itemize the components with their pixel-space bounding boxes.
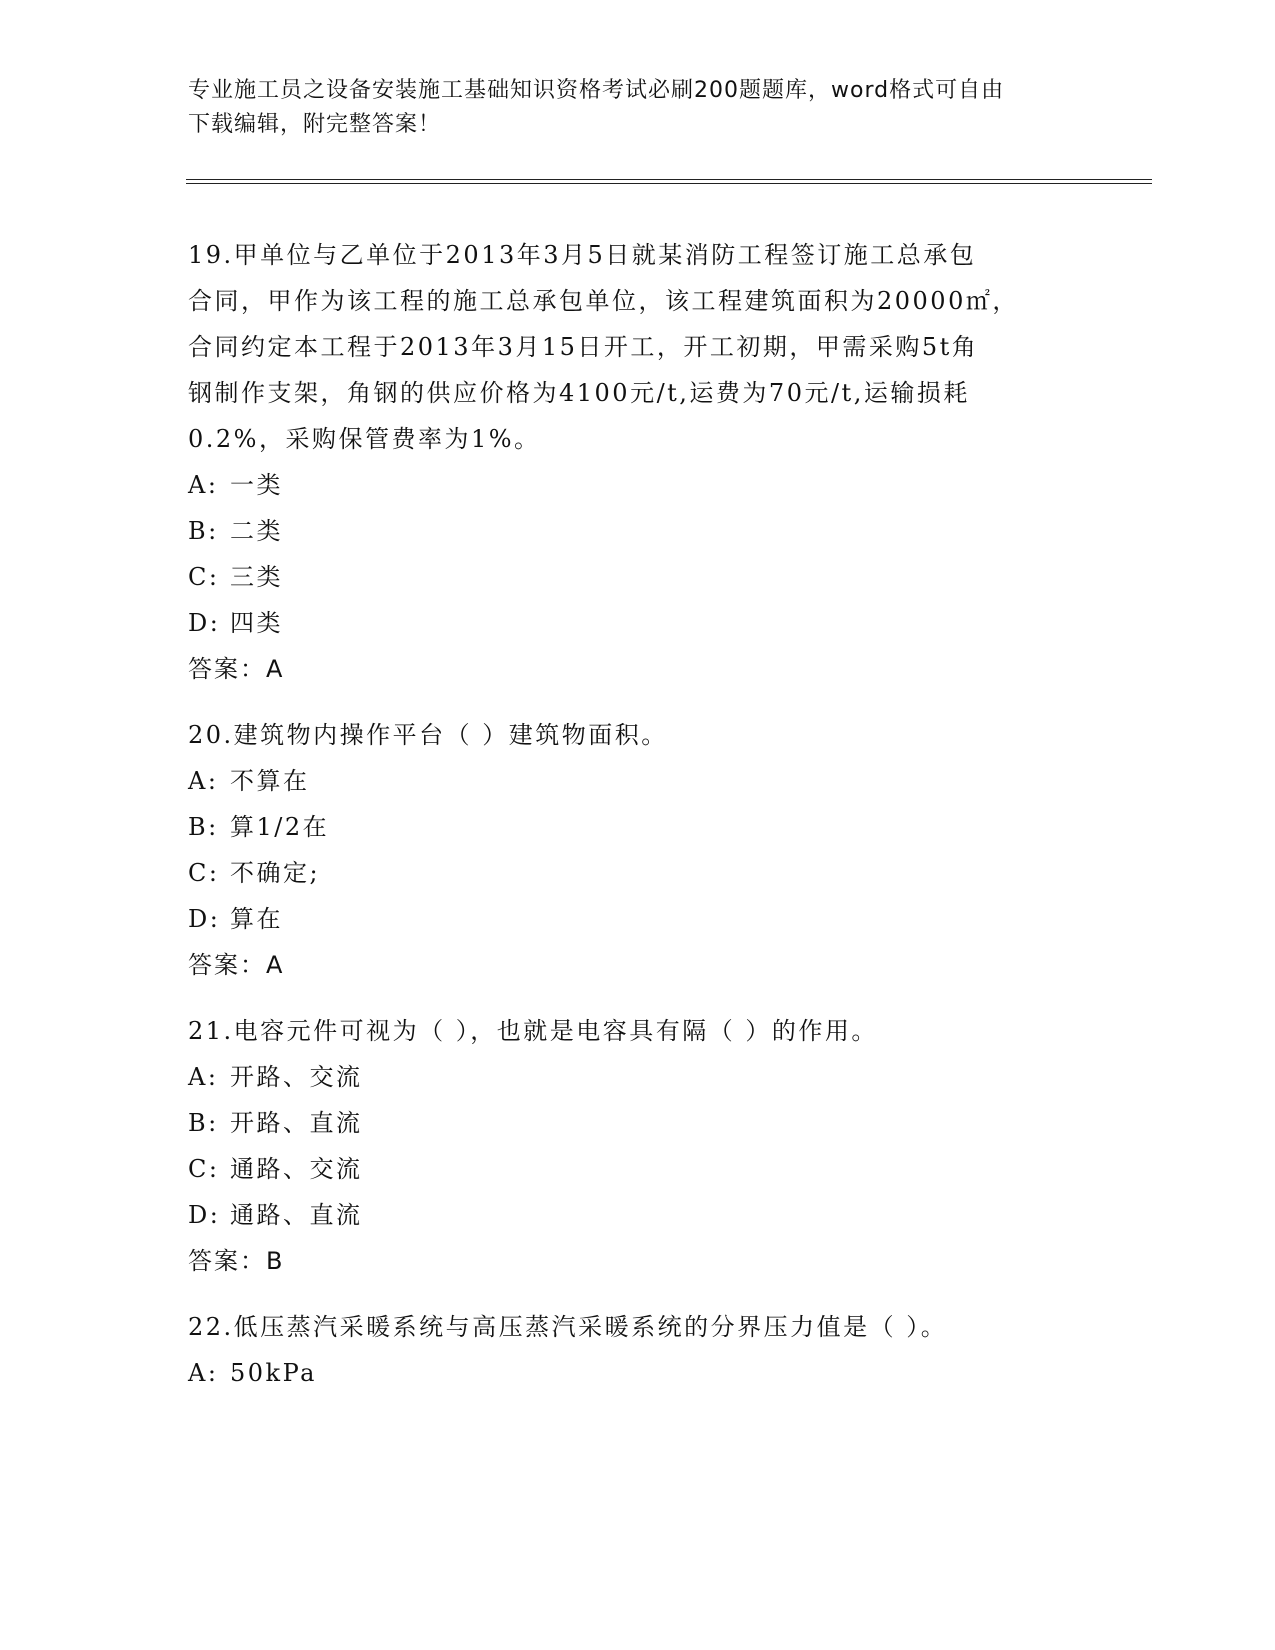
answer-option: [188, 554, 1088, 600]
option-letter: C:: [188, 1155, 220, 1183]
option-letter: D:: [188, 905, 221, 933]
option-text: 算1/2在: [230, 813, 330, 841]
option-text: 开路、交流: [230, 1063, 363, 1091]
option-text: 通路、交流: [230, 1155, 363, 1183]
option-letter: A:: [188, 471, 219, 499]
answer-option: [188, 804, 1088, 850]
option-letter: A:: [188, 1063, 219, 1091]
question-stem-line: 钢制作支架，角钢的供应价格为4100元/t,运费为70元/t,运输损耗: [188, 379, 970, 407]
option-text: 通路、直流: [230, 1201, 363, 1229]
option-letter: B:: [188, 517, 219, 545]
answer-key: 答案：B: [188, 1247, 285, 1275]
answer-option: [188, 896, 1088, 942]
answer-option: [188, 1192, 1088, 1238]
question-stem-line: 21.电容元件可视为（ ），也就是电容具有隔（ ）的作用。: [188, 1017, 878, 1045]
option-letter: A:: [188, 1359, 219, 1387]
option-letter: C:: [188, 563, 220, 591]
answer-key: 答案：A: [188, 655, 285, 683]
answer-option: [188, 758, 1088, 804]
answer-option: [188, 462, 1088, 508]
option-text: 不算在: [230, 767, 310, 795]
question-block: [188, 1304, 1088, 1396]
question-stem-line: 22.低压蒸汽采暖系统与高压蒸汽采暖系统的分界压力值是（ ）。: [188, 1313, 948, 1341]
option-letter: B:: [188, 1109, 219, 1137]
option-letter: B:: [188, 813, 219, 841]
answer-option: [188, 1146, 1088, 1192]
answer-option: [188, 850, 1088, 896]
document-header: [188, 74, 1088, 142]
option-text: 不确定;: [230, 859, 321, 887]
option-text: 算在: [230, 905, 283, 933]
question-block: [188, 232, 1088, 692]
option-letter: D:: [188, 609, 221, 637]
question-stem-line: 合同，甲作为该工程的施工总承包单位，该工程建筑面积为20000㎡，: [188, 287, 1019, 315]
option-text: 四类: [230, 609, 283, 637]
question-list: [188, 232, 1088, 1416]
header-line-1: 专业施工员之设备安装施工基础知识资格考试必刷200题题库，word格式可自由: [188, 78, 1005, 103]
option-text: 开路、直流: [230, 1109, 363, 1137]
answer-option: [188, 600, 1088, 646]
answer-option: [188, 1054, 1088, 1100]
header-line-2: 下载编辑，附完整答案！: [188, 112, 442, 137]
option-letter: C:: [188, 859, 220, 887]
option-text: 二类: [230, 517, 283, 545]
answer-option: [188, 1350, 1088, 1396]
header-divider-bottom: [186, 183, 1152, 184]
question-block: [188, 1008, 1088, 1284]
option-letter: A:: [188, 767, 219, 795]
question-stem-line: 合同约定本工程于2013年3月15日开工，开工初期，甲需采购5t角: [188, 333, 979, 361]
question-stem-line: 0.2%，采购保管费率为1%。: [188, 425, 541, 453]
option-text: 50kPa: [230, 1359, 317, 1387]
option-text: 三类: [230, 563, 283, 591]
answer-option: [188, 508, 1088, 554]
answer-option: [188, 1100, 1088, 1146]
option-letter: D:: [188, 1201, 221, 1229]
answer-key: 答案：A: [188, 951, 285, 979]
header-divider-top: [186, 179, 1152, 180]
question-block: [188, 712, 1088, 988]
option-text: 一类: [230, 471, 283, 499]
question-stem-line: 20.建筑物内操作平台（ ）建筑物面积。: [188, 721, 668, 749]
question-stem-line: 19.甲单位与乙单位于2013年3月5日就某消防工程签订施工总承包: [188, 241, 977, 269]
